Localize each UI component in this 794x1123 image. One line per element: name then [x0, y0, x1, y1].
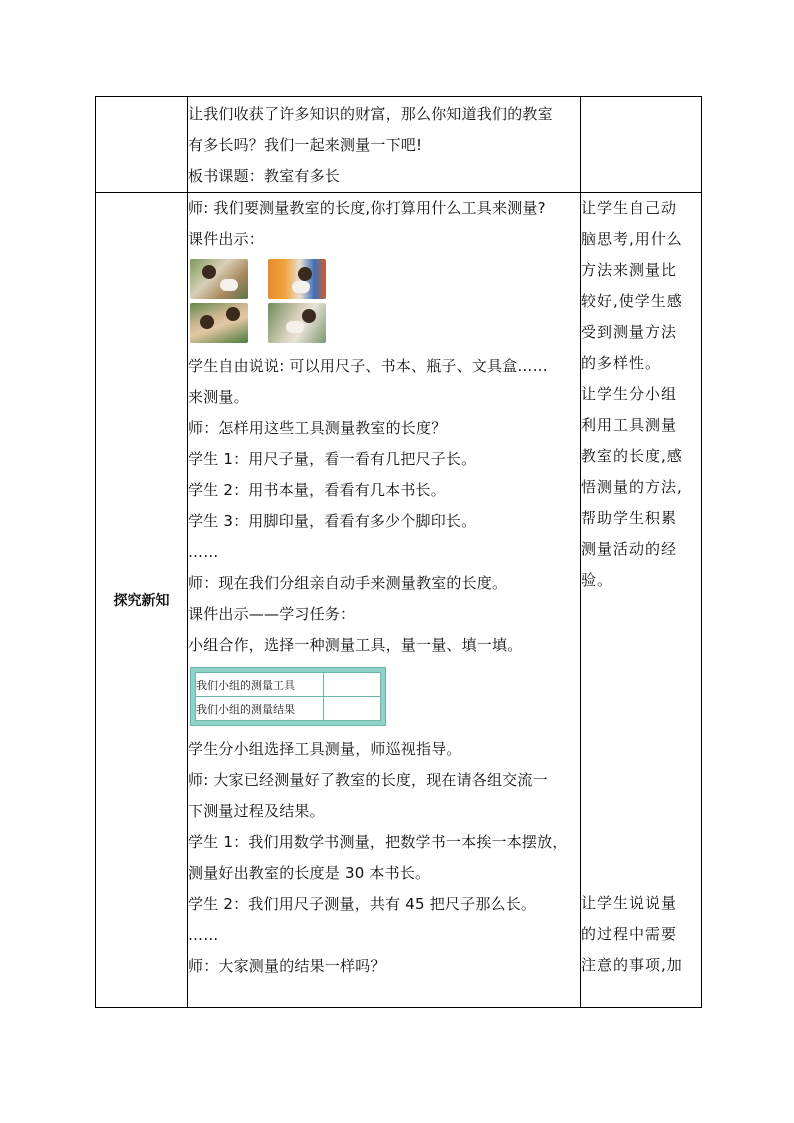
- intro-line-3: 板书课题：教室有多长: [188, 167, 341, 185]
- lesson-plan-table: [95, 96, 702, 1008]
- task-row-tool-value: [324, 673, 381, 697]
- intro-stage-cell: [96, 97, 188, 193]
- photo-kids-measuring-4: [268, 303, 326, 343]
- task-row-result-value: [324, 697, 381, 721]
- measurement-photos: [190, 259, 580, 343]
- note-2-line: 验。: [581, 571, 614, 589]
- courseware-task-label: 课件出示——学习任务：: [188, 605, 356, 623]
- student-report-1b: 测量好出教室的长度是 30 本书长。: [188, 864, 431, 882]
- note-2: [581, 379, 701, 596]
- note-3-line: 注意的事项,加: [581, 956, 683, 974]
- explore-row: [96, 193, 702, 1008]
- note-2-line: 测量活动的经: [581, 540, 678, 558]
- teacher-question-2: 师：怎样用这些工具测量教室的长度？: [188, 419, 447, 437]
- intro-line-2: 有多长吗？我们一起来测量一下吧!: [188, 136, 423, 154]
- note-1-line: 脑思考,用什么: [581, 230, 683, 248]
- note-1: [581, 193, 701, 379]
- note-1-line: 方法来测量比: [581, 261, 678, 279]
- note-3: [581, 888, 701, 981]
- stage-label: 探究新知: [96, 193, 188, 1008]
- intro-line-1: 让我们收获了许多知识的财富，那么你知道我们的教室: [188, 105, 553, 123]
- note-3-line: 让学生说说量: [581, 894, 678, 912]
- explore-content-cell: [188, 193, 581, 1008]
- intro-note-cell: [581, 97, 702, 193]
- note-1-line: 较好,使学生感: [581, 292, 683, 310]
- note-2-line: 悟测量的方法,: [581, 478, 683, 496]
- teacher-instruction-2b: 下测量过程及结果。: [188, 802, 325, 820]
- ellipsis-1: ……: [188, 543, 219, 561]
- note-2-line: 让学生分小组: [581, 385, 678, 403]
- student-report-2: 学生 2：我们用尺子测量，共有 45 把尺子那么长。: [188, 895, 537, 913]
- courseware-label: 课件出示：: [188, 230, 265, 248]
- photo-kids-measuring-2: [268, 259, 326, 299]
- task-row-result-label: 我们小组的测量结果: [196, 697, 324, 721]
- ellipsis-2: ……: [188, 926, 219, 944]
- note-1-line: 受到测量方法: [581, 323, 678, 341]
- free-talk-1: 学生自由说说: 可以用尺子、书本、瓶子、文具盒……: [188, 357, 548, 375]
- note-1-line: 的多样性。: [581, 354, 662, 372]
- note-2-line: 教室的长度,感: [581, 447, 683, 465]
- group-work: 学生分小组选择工具测量，师巡视指导。: [188, 740, 462, 758]
- photo-kids-measuring-1: [190, 259, 248, 299]
- student-answer-1: 学生 1：用尺子量，看一看有几把尺子长。: [188, 450, 477, 468]
- student-report-1a: 学生 1：我们用数学书测量，把数学书一本挨一本摆放，: [188, 833, 568, 851]
- task-instruction: 小组合作，选择一种测量工具，量一量、填一填。: [188, 636, 523, 654]
- note-3-line: 的过程中需要: [581, 925, 678, 943]
- teacher-instruction-2a: 师: 大家已经测量好了教室的长度，现在请各组交流一: [188, 771, 548, 789]
- teacher-instruction-1: 师：现在我们分组亲自动手来测量教室的长度。: [188, 574, 508, 592]
- free-talk-2: 来测量。: [188, 388, 249, 406]
- intro-content-cell: [188, 97, 581, 193]
- task-table-image: [190, 667, 386, 726]
- teacher-question-1: 师: 我们要测量教室的长度,你打算用什么工具来测量?: [188, 199, 546, 217]
- task-row-tool-label: 我们小组的测量工具: [196, 673, 324, 697]
- note-2-line: 利用工具测量: [581, 416, 678, 434]
- student-answer-3: 学生 3：用脚印量，看看有多少个脚印长。: [188, 512, 477, 530]
- photo-kids-measuring-3: [190, 303, 248, 343]
- intro-row: [96, 97, 702, 193]
- note-1-line: 让学生自己动: [581, 199, 678, 217]
- student-answer-2: 学生 2：用书本量，看看有几本书长。: [188, 481, 446, 499]
- explore-note-cell: [581, 193, 702, 1008]
- note-2-line: 帮助学生积累: [581, 509, 678, 527]
- teacher-question-3: 师：大家测量的结果一样吗？: [188, 957, 386, 975]
